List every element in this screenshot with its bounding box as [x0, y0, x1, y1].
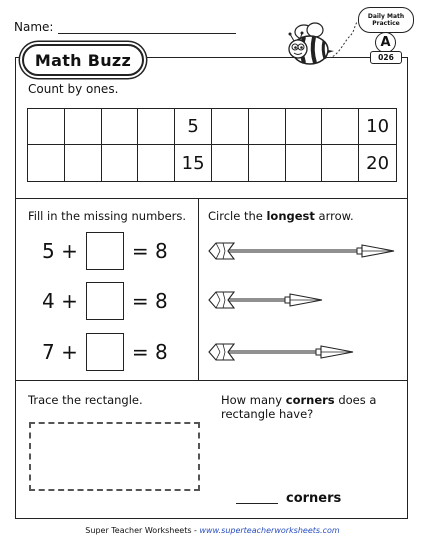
corners-question-keyword: corners: [285, 393, 335, 407]
arrow-icon[interactable]: [206, 289, 402, 311]
corners-question-start: How many: [221, 393, 283, 407]
trace-prompt: Trace the rectangle.: [28, 393, 143, 407]
footer: [0, 526, 425, 535]
badge-line-2: Practice: [372, 20, 400, 27]
count-cell: 5: [175, 109, 212, 145]
answer-box[interactable]: [86, 333, 124, 371]
footer-url[interactable]: www.superteacherworksheets.com: [199, 526, 340, 535]
count-cell[interactable]: [249, 109, 286, 145]
name-label: Name:: [14, 20, 54, 34]
arrow-prompt-keyword: longest: [266, 209, 315, 223]
daily-math-badge: [358, 7, 414, 33]
version-badge: A: [375, 32, 396, 53]
equation-row: [42, 232, 168, 270]
count-cell[interactable]: [212, 109, 249, 145]
count-cell[interactable]: [65, 109, 102, 145]
equation-row: [42, 282, 168, 320]
corners-answer: [236, 491, 341, 506]
count-cell: 20: [366, 152, 390, 174]
equation-left: 5 +: [42, 239, 78, 263]
footer-separator: -: [191, 526, 200, 535]
count-cell[interactable]: [249, 145, 286, 181]
equation-right: = 8: [131, 289, 168, 313]
arrow-prompt-start: Circle the: [208, 209, 263, 223]
count-cell: 10: [359, 109, 396, 145]
badge-line-1: Daily Math: [367, 13, 405, 20]
count-cell[interactable]: [102, 109, 139, 145]
equation-right: = 8: [131, 239, 168, 263]
count-cell: 15: [175, 145, 212, 181]
equation-row: [42, 333, 168, 371]
count-cell[interactable]: [102, 145, 139, 181]
count-cell[interactable]: [138, 109, 175, 145]
answer-box[interactable]: [86, 282, 124, 320]
count-cell[interactable]: [322, 109, 359, 145]
count-cell[interactable]: [28, 109, 65, 145]
footer-site: Super Teacher Worksheets: [85, 526, 192, 535]
count-cell[interactable]: [322, 145, 359, 181]
arrow-prompt-end: arrow.: [318, 209, 354, 223]
corners-answer-label: corners: [286, 491, 342, 506]
answer-box[interactable]: [86, 232, 124, 270]
arrow-prompt: [208, 209, 354, 223]
count-prompt: Count by ones.: [28, 82, 119, 96]
count-cell[interactable]: [286, 109, 323, 145]
count-cell[interactable]: [286, 145, 323, 181]
count-grid: [27, 108, 397, 182]
missing-numbers-prompt: Fill in the missing numbers.: [28, 209, 187, 223]
arrow-icon[interactable]: [206, 240, 402, 262]
answer-line[interactable]: [236, 503, 278, 504]
corners-question: [221, 393, 401, 421]
worksheet-title: Math Buzz: [22, 44, 144, 76]
arrow-icon[interactable]: [206, 341, 402, 363]
count-cell[interactable]: [138, 145, 175, 181]
count-cell[interactable]: [28, 145, 65, 181]
name-line[interactable]: [58, 33, 236, 34]
count-cell[interactable]: [65, 145, 102, 181]
equation-right: = 8: [131, 340, 168, 364]
section-divider: [15, 198, 408, 199]
worksheet-number: 026: [370, 51, 402, 64]
trace-rectangle[interactable]: [29, 422, 200, 491]
section-divider: [15, 380, 408, 381]
equation-left: 7 +: [42, 340, 78, 364]
count-cell[interactable]: [212, 145, 249, 181]
equation-left: 4 +: [42, 289, 78, 313]
section-divider-vertical: [198, 198, 199, 380]
corners-question-end: does a rectangle have?: [221, 393, 377, 421]
